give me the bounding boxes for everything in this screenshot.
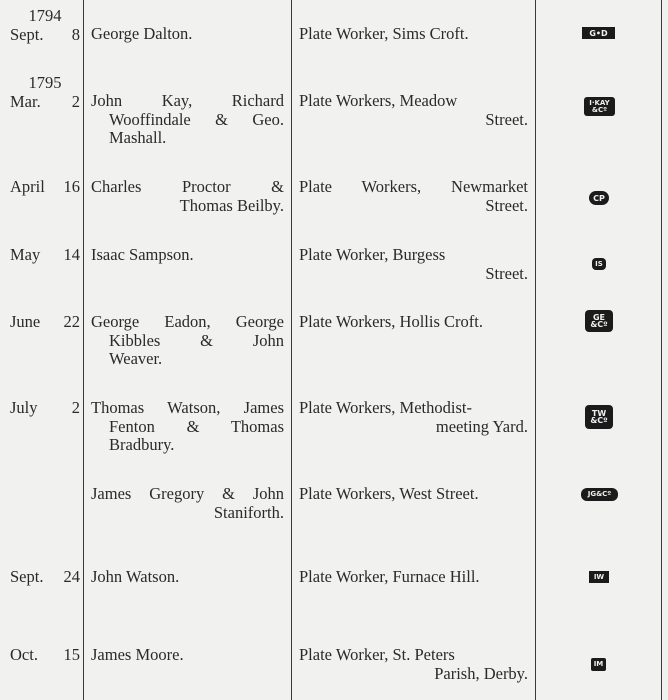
entry-occupation (299, 485, 528, 504)
makers-mark: GE &Cº (585, 310, 613, 332)
makers-mark: JG&Cº (581, 488, 618, 501)
name-line: Weaver. (109, 349, 163, 368)
occupation-line: meeting Yard. (435, 416, 528, 436)
occupation-line: Street. (485, 195, 528, 215)
entry-name (91, 25, 284, 44)
occupation-line: Plate Workers, West Street. (299, 484, 479, 503)
entry-month: Sept. (10, 24, 44, 44)
makers-mark: IS (592, 258, 606, 270)
name-line: Wooffindale & Geo. (109, 109, 284, 129)
entry-name (91, 646, 284, 665)
entry-month: Sept. (10, 567, 44, 586)
entry-name (91, 313, 284, 369)
occupation-line: Plate Workers, Newmarket (299, 177, 528, 196)
occupation-line: Plate Worker, Burgess (299, 245, 446, 264)
entry-day: 14 (63, 245, 80, 264)
makers-mark: TW &Cº (585, 405, 613, 429)
entry-date (10, 313, 80, 332)
entry-occupation (299, 399, 528, 436)
occupation-line: Plate Worker, St. Peters (299, 645, 455, 664)
name-line: Fenton & Thomas (109, 416, 284, 436)
name-line: Mashall. (109, 128, 167, 147)
occupation-line: Plate Workers, Methodist- (299, 398, 472, 417)
column-rule (535, 0, 536, 700)
entry-occupation (299, 568, 528, 587)
entry-name (91, 92, 284, 148)
column-rule (291, 0, 292, 700)
name-line: Thomas Beilby. (179, 195, 284, 215)
entry-day: 16 (63, 177, 80, 196)
entry-day: 15 (63, 645, 80, 664)
entry-occupation (299, 246, 528, 283)
entry-day: 24 (63, 567, 80, 586)
name-line: Staniforth. (213, 502, 284, 522)
entry-date (10, 568, 80, 587)
occupation-line: Plate Workers, Meadow (299, 91, 458, 110)
entry-month: Oct. (10, 645, 38, 664)
name-line: John Kay, Richard (91, 91, 284, 110)
entry-month: July (10, 398, 38, 417)
entry-date (10, 7, 80, 44)
entry-month: April (10, 177, 45, 196)
name-line: George Eadon, George (91, 312, 284, 331)
entry-date (10, 646, 80, 665)
occupation-line: Plate Worker, Furnace Hill. (299, 567, 480, 586)
column-rule (661, 0, 662, 700)
entry-day: 2 (71, 91, 80, 111)
makers-mark: G•D (582, 27, 615, 39)
entry-occupation (299, 646, 528, 683)
name-line: Kibbles & John (109, 330, 284, 350)
column-rule (83, 0, 84, 700)
entry-day: 2 (71, 398, 80, 417)
makers-mark: I·KAY &Cº (584, 97, 615, 116)
occupation-line: Plate Workers, Hollis Croft. (299, 312, 483, 331)
entry-name (91, 178, 284, 215)
name-line: James Gregory & John (91, 484, 284, 503)
entry-month: May (10, 245, 41, 264)
name-line: James Moore. (91, 645, 184, 664)
name-line: John Watson. (91, 567, 180, 586)
entry-year: 1795 (28, 73, 62, 92)
entry-occupation (299, 25, 528, 44)
entry-year: 1794 (28, 6, 62, 25)
makers-mark: CP (589, 191, 609, 205)
entry-name (91, 568, 284, 587)
occupation-line: Plate Worker, Sims Croft. (299, 24, 469, 43)
name-line: Bradbury. (109, 435, 175, 454)
entry-occupation (299, 178, 528, 215)
entry-date (10, 246, 80, 265)
entry-name (91, 485, 284, 522)
name-line: George Dalton. (91, 24, 193, 43)
entry-date (10, 178, 80, 197)
entry-name (91, 399, 284, 455)
name-line: Isaac Sampson. (91, 245, 194, 264)
entry-occupation (299, 92, 528, 129)
entry-month: June (10, 312, 41, 331)
name-line: Charles Proctor & (91, 177, 284, 196)
entry-day: 22 (63, 312, 80, 331)
makers-mark: IM (591, 658, 606, 671)
entry-date (10, 399, 80, 418)
name-line: Thomas Watson, James (91, 398, 284, 417)
occupation-line: Street. (485, 263, 528, 283)
entry-month: Mar. (10, 91, 41, 111)
makers-mark: IW (589, 571, 609, 583)
entry-day: 8 (71, 24, 80, 44)
entry-occupation (299, 313, 528, 332)
entry-name (91, 246, 284, 265)
occupation-line: Street. (485, 109, 528, 129)
entry-date (10, 74, 80, 111)
occupation-line: Parish, Derby. (434, 663, 528, 683)
